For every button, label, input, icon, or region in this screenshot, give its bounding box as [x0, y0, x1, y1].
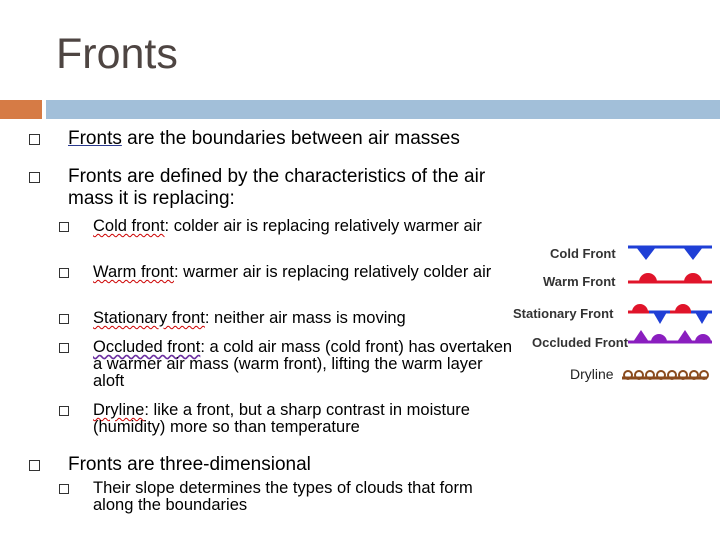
term-dryline: Dryline — [93, 401, 145, 419]
subbullet-text: : colder air is replacing relatively warmer air — [164, 217, 482, 235]
subbullet-stationary-front — [93, 310, 508, 327]
subbullet-slope — [93, 480, 513, 514]
subbullet-text: : neither air mass is moving — [204, 309, 406, 327]
bullet-box — [29, 172, 40, 183]
bullet-box — [59, 314, 69, 324]
subbullet-dryline — [93, 402, 513, 436]
bullet-fronts-defined — [68, 166, 513, 210]
subbullet-text: : a cold air mass (cold front) has overtaken a warmer air mass (warm front), lifting the warm layer aloft — [93, 338, 513, 390]
bullet-text: Fronts are defined by the characteristics of the air mass it is replacing: — [68, 166, 486, 209]
cold-front-symbol — [628, 247, 712, 260]
subbullet-cold-front — [93, 218, 503, 235]
bullet-box — [59, 268, 69, 278]
bullet-text: Fronts are three-dimensional — [68, 454, 311, 475]
warm-front-symbol — [628, 273, 712, 282]
subbullet-text: : warmer air is replacing relatively colder air — [173, 263, 492, 281]
legend-label-occluded-front: Occluded Front — [532, 335, 629, 350]
subbullet-warm-front — [93, 264, 508, 281]
bullet-three-dimensional — [68, 454, 488, 476]
bullet-box — [59, 343, 69, 353]
term-fronts: Fronts — [68, 128, 122, 149]
subbullet-text: : like a front, but a sharp contrast in moisture (humidity) more so than temperature — [93, 401, 470, 436]
bullet-box — [29, 460, 40, 471]
term-occluded-front: Occluded front — [93, 338, 201, 356]
bullet-box — [29, 134, 40, 145]
page-title: Fronts — [56, 30, 178, 78]
bullet-box — [59, 484, 69, 494]
legend-label-cold-front: Cold Front — [550, 246, 616, 261]
term-warm-front: Warm front — [93, 263, 174, 281]
legend-symbols — [500, 236, 720, 386]
legend-label-warm-front: Warm Front — [543, 274, 616, 289]
subbullet-text: Their slope determines the types of clouds that form along the boundaries — [93, 479, 473, 514]
bullet-box — [59, 222, 69, 232]
occluded-front-symbol — [628, 330, 712, 342]
legend-label-stationary-front: Stationary Front — [513, 306, 614, 321]
stationary-front-symbol — [628, 304, 712, 324]
front-symbols-legend — [500, 236, 720, 386]
bullet-fronts-boundaries — [68, 128, 508, 150]
accent-bar-orange — [0, 100, 42, 119]
subbullet-occluded-front — [93, 339, 513, 390]
dryline-symbol — [622, 371, 708, 379]
bullet-box — [59, 406, 69, 416]
accent-bar-blue — [46, 100, 720, 119]
term-stationary-front: Stationary front — [93, 309, 205, 327]
legend-label-dryline: Dryline — [570, 366, 614, 382]
term-cold-front: Cold front — [93, 217, 165, 235]
bullet-text: are the boundaries between air masses — [121, 128, 460, 149]
